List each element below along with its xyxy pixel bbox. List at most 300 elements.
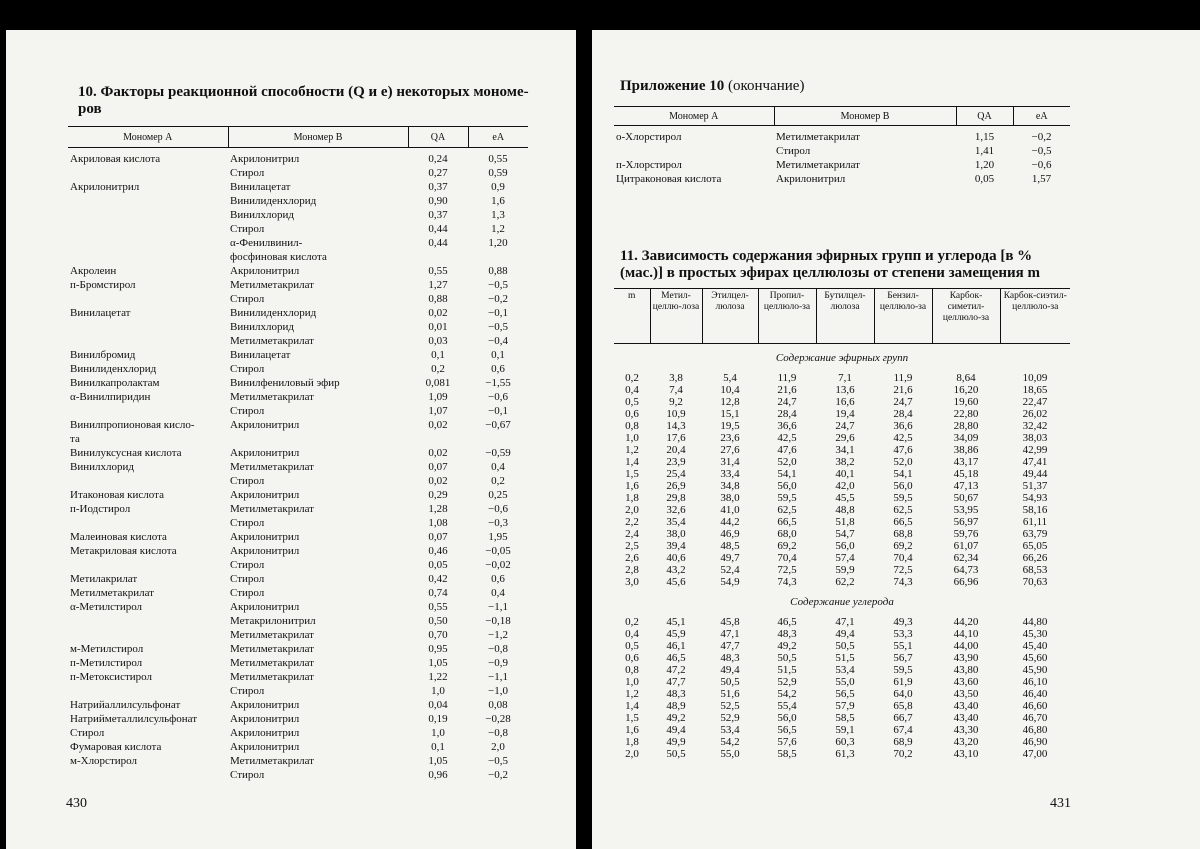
- t11-cell: 56,0: [777, 712, 797, 724]
- t10-cell: 0,90: [428, 195, 448, 207]
- t11-cell: 1,5: [625, 712, 639, 724]
- t11-cell: 59,5: [893, 664, 913, 676]
- t10-cell: 1,2: [491, 223, 505, 235]
- t11-cell: 13,6: [835, 384, 855, 396]
- t11-cell: 61,9: [893, 676, 913, 688]
- t11-cell: 31,4: [720, 456, 740, 468]
- t11-cell: 47,6: [777, 444, 797, 456]
- t11-cell: 45,9: [666, 628, 686, 640]
- t11-cell: 46,5: [777, 616, 797, 628]
- t10-cell: 0,55: [428, 265, 448, 277]
- t10-cell: 0,02: [428, 419, 448, 431]
- t10-cell: Акрилонитрил: [230, 153, 300, 165]
- t10-cell: 0,6: [491, 573, 505, 585]
- table-row: [68, 208, 528, 222]
- t10-cell: [228, 432, 408, 446]
- t11-cell: 45,6: [666, 576, 686, 588]
- t11-cell: 1,2: [625, 444, 639, 456]
- t11-cell: 11,9: [893, 372, 913, 384]
- t11-cell: 48,8: [835, 504, 855, 516]
- t10-cell: Стирол: [230, 559, 265, 571]
- t11-cell: 42,0: [835, 480, 855, 492]
- t11-cell: 46,60: [1022, 700, 1048, 712]
- book-gutter: [576, 0, 592, 849]
- t11-cell: 2,4: [625, 528, 639, 540]
- t10-cell: −0,67: [485, 419, 511, 431]
- table-row: [614, 172, 1070, 186]
- t10-cell: −1,1: [488, 601, 508, 613]
- t11-cell: 51,37: [1022, 480, 1048, 492]
- table-row: [614, 504, 1070, 516]
- table-10-continued: [614, 106, 1070, 186]
- t10-cell: 1,20: [488, 237, 508, 249]
- t11-cell: 57,6: [777, 736, 797, 748]
- t11-cell: 60,3: [835, 736, 855, 748]
- t10-cell: −0,4: [488, 335, 508, 347]
- t10-cell: Винилиденхлорид: [230, 307, 317, 319]
- t11-cell: 38,0: [720, 492, 740, 504]
- t11-cell: 0,2: [625, 372, 639, 384]
- table-row: [614, 576, 1070, 588]
- t10-cell: 1,0: [431, 685, 445, 697]
- t10-header-1: Мономер В: [228, 127, 408, 148]
- t11-cell: 34,8: [720, 480, 740, 492]
- t10-header-0: Мономер А: [68, 127, 228, 148]
- t11-cell: 56,0: [835, 540, 855, 552]
- t10-cell: 0,37: [428, 209, 448, 221]
- table-row: [68, 404, 528, 418]
- t10-cell: 0,46: [428, 545, 448, 557]
- t11-cell: 72,5: [893, 564, 913, 576]
- t10-cell: Метилметакрилат: [230, 503, 314, 515]
- t11-cell: 43,30: [953, 724, 979, 736]
- t10-cell: Метилметакрилат: [230, 461, 314, 473]
- table-row: [68, 460, 528, 474]
- table-row: [68, 726, 528, 740]
- t10-cell: [68, 684, 228, 698]
- t11-cell: 2,6: [625, 552, 639, 564]
- t10-cell: 0,24: [428, 153, 448, 165]
- table-row: [68, 194, 528, 208]
- t11-cell: 1,5: [625, 468, 639, 480]
- t11-cell: 2,8: [625, 564, 639, 576]
- t11-cell: 8,64: [956, 372, 976, 384]
- t10-cell: Винилфениловый эфир: [230, 377, 340, 389]
- t10-cell: −0,28: [485, 713, 511, 725]
- page-number-left: 430: [66, 796, 87, 811]
- t11-cell: 42,99: [1022, 444, 1048, 456]
- t10-cell: 2,0: [491, 741, 505, 753]
- t11-cell: 24,7: [777, 396, 797, 408]
- section-ether-groups-label: Содержание эфирных групп: [775, 352, 909, 364]
- t11-cell: 27,6: [720, 444, 740, 456]
- t11-cell: 10,09: [1022, 372, 1048, 384]
- t11-cell: 0,8: [625, 664, 639, 676]
- t11-cell: 45,1: [666, 616, 686, 628]
- t11-cell: 62,2: [835, 576, 855, 588]
- t11-cell: 0,5: [625, 640, 639, 652]
- t11-cell: 54,2: [720, 736, 740, 748]
- t10-cell: Акрилонитрил: [230, 699, 300, 711]
- t11-cell: 49,3: [893, 616, 913, 628]
- t11-cell: 62,34: [953, 552, 979, 564]
- t10-cell: 0,1: [431, 741, 445, 753]
- t11-cell: 51,5: [777, 664, 797, 676]
- table-row: [68, 474, 528, 488]
- table-row: [614, 552, 1070, 564]
- t10-cell: Стирол: [230, 475, 265, 487]
- t11-cell: 49,2: [777, 640, 797, 652]
- t11-cell: 54,1: [893, 468, 913, 480]
- t10b-cell: Цитраконовая кислота: [616, 173, 722, 185]
- t11-cell: 49,2: [666, 712, 686, 724]
- table-row: [614, 724, 1070, 736]
- t10-cell: Винилхлорид: [230, 321, 294, 333]
- t11-cell: 43,10: [953, 748, 979, 760]
- t11-cell: 68,9: [893, 736, 913, 748]
- t10-cell: Винилпропионовая кисло-: [70, 419, 195, 431]
- t11-cell: 50,5: [777, 652, 797, 664]
- t11-cell: 49,44: [1022, 468, 1048, 480]
- table-row: [614, 652, 1070, 664]
- table-row: [614, 616, 1070, 628]
- t10b-cell: −0,2: [1031, 131, 1052, 143]
- table-row: [68, 362, 528, 376]
- t11-cell: 43,17: [953, 456, 979, 468]
- t10-cell: Метилметакрилат: [230, 755, 314, 767]
- t10-cell: Акрилонитрил: [70, 181, 140, 193]
- t10-cell: Стирол: [230, 363, 265, 375]
- table-row: [614, 432, 1070, 444]
- t10-cell: Метилметакрилат: [70, 587, 154, 599]
- t11-cell: 58,5: [835, 712, 855, 724]
- t11-cell: 22,47: [1022, 396, 1048, 408]
- t11-cell: 66,5: [777, 516, 797, 528]
- t10-cell: Метилметакрилат: [230, 629, 314, 641]
- t11-cell: 47,1: [720, 628, 740, 640]
- table-row: [614, 688, 1070, 700]
- table-row: [68, 264, 528, 278]
- t10-cell: [68, 614, 228, 628]
- t10-cell: −0,1: [488, 307, 508, 319]
- table-row: [68, 446, 528, 460]
- section-ether-groups: [614, 344, 1070, 373]
- t10-cell: 0,59: [488, 167, 508, 179]
- t11-cell: 48,3: [777, 628, 797, 640]
- t11-cell: 51,8: [835, 516, 855, 528]
- t10b-header-2: QA: [956, 107, 1013, 126]
- t10-cell: α-Фенилвинил-: [230, 237, 303, 249]
- t11-cell: 46,9: [720, 528, 740, 540]
- t10-cell: −0,2: [488, 293, 508, 305]
- t11-cell: 74,3: [777, 576, 797, 588]
- appendix-10-caption: [620, 78, 804, 95]
- t11-cell: 28,80: [953, 420, 979, 432]
- t10-cell: −0,5: [488, 755, 508, 767]
- t11-cell: 11,9: [777, 372, 797, 384]
- t11-cell: 40,6: [666, 552, 686, 564]
- t10-cell: Фумаровая кислота: [70, 741, 162, 753]
- t11-cell: 42,5: [777, 432, 797, 444]
- table-row: [614, 700, 1070, 712]
- t11-cell: 3,0: [625, 576, 639, 588]
- table-row: [614, 640, 1070, 652]
- table-row: [68, 390, 528, 404]
- t11-cell: 62,5: [777, 504, 797, 516]
- t11-cell: 61,07: [953, 540, 979, 552]
- t11-cell: 57,4: [835, 552, 855, 564]
- t11-header-3: Пропил-целлюло-за: [758, 289, 816, 344]
- t11-cell: 55,0: [835, 676, 855, 688]
- t11-cell: 32,42: [1022, 420, 1048, 432]
- t11-cell: 32,6: [666, 504, 686, 516]
- t11-cell: 47,13: [953, 480, 979, 492]
- t10-cell: [68, 320, 228, 334]
- t11-cell: 10,9: [666, 408, 686, 420]
- t11-cell: 17,6: [666, 432, 686, 444]
- t10-cell: 0,55: [488, 153, 508, 165]
- appendix-10-caption-normal: (окончание): [724, 78, 805, 94]
- t10-cell: Стирол: [230, 587, 265, 599]
- t10-cell: Акрилонитрил: [230, 601, 300, 613]
- t11-cell: 14,3: [666, 420, 686, 432]
- t11-cell: 66,26: [1022, 552, 1048, 564]
- table-row: [614, 528, 1070, 540]
- t11-header-6: Карбок-симетил-целлюло-за: [932, 289, 1000, 344]
- t11-cell: 49,4: [720, 664, 740, 676]
- t10-header-3: eA: [468, 127, 528, 148]
- table-row: [68, 222, 528, 236]
- t10-cell: [68, 236, 228, 250]
- t11-cell: 59,76: [953, 528, 979, 540]
- t10b-cell: −0,5: [1031, 145, 1052, 157]
- t10-cell: −0,5: [488, 279, 508, 291]
- t11-cell: 41,0: [720, 504, 740, 516]
- t11-cell: 48,3: [720, 652, 740, 664]
- t11-cell: 69,2: [893, 540, 913, 552]
- t10-cell: 0,55: [428, 601, 448, 613]
- t11-header-5: Бензил-целлюло-за: [874, 289, 932, 344]
- table-row: [614, 372, 1070, 384]
- table-row: [68, 740, 528, 754]
- table-row: [614, 712, 1070, 724]
- t11-cell: 24,7: [835, 420, 855, 432]
- t10-cell: 0,02: [428, 307, 448, 319]
- table-row: [68, 768, 528, 782]
- t11-cell: 1,8: [625, 736, 639, 748]
- t11-cell: 59,1: [835, 724, 855, 736]
- t10-cell: Акрилонитрил: [230, 713, 300, 725]
- t10-cell: −1,2: [488, 629, 508, 641]
- t11-cell: 62,5: [893, 504, 913, 516]
- t10-cell: 1,6: [491, 195, 505, 207]
- t11-cell: 16,20: [953, 384, 979, 396]
- t10-cell: Винилхлорид: [230, 209, 294, 221]
- t11-cell: 50,5: [666, 748, 686, 760]
- table-row: [68, 306, 528, 320]
- t10-cell: [68, 474, 228, 488]
- t11-cell: 9,2: [669, 396, 683, 408]
- t11-cell: 52,5: [720, 700, 740, 712]
- table-row: [68, 502, 528, 516]
- page-number-right: 431: [1050, 796, 1071, 811]
- t11-cell: 52,9: [720, 712, 740, 724]
- t10-cell: Стирол: [230, 573, 265, 585]
- t11-cell: 0,4: [625, 384, 639, 396]
- t10-cell: 0,95: [428, 643, 448, 655]
- t10-cell: −0,05: [485, 545, 511, 557]
- t11-cell: 38,0: [666, 528, 686, 540]
- t10-cell: 1,3: [491, 209, 505, 221]
- t10-cell: Метилметакрилат: [230, 643, 314, 655]
- t11-cell: 39,4: [666, 540, 686, 552]
- t10-cell: Метилметакрилат: [230, 335, 314, 347]
- t10-cell: 0,44: [428, 223, 448, 235]
- t11-cell: 70,4: [777, 552, 797, 564]
- t11-cell: 44,10: [953, 628, 979, 640]
- t11-cell: 19,5: [720, 420, 740, 432]
- t10-cell: [408, 250, 468, 264]
- table-row: [68, 292, 528, 306]
- t10-cell: Винилиденхлорид: [70, 363, 157, 375]
- t11-cell: 48,9: [666, 700, 686, 712]
- t10-cell: Малеиновая кислота: [70, 531, 167, 543]
- t11-cell: 56,7: [893, 652, 913, 664]
- t11-cell: 45,60: [1022, 652, 1048, 664]
- table-row: [68, 180, 528, 194]
- t11-cell: 49,4: [835, 628, 855, 640]
- t10-cell: 0,9: [491, 181, 505, 193]
- t11-cell: 7,4: [669, 384, 683, 396]
- t10-cell: 0,37: [428, 181, 448, 193]
- t10-cell: 1,95: [488, 531, 508, 543]
- t11-cell: 54,9: [720, 576, 740, 588]
- t10-cell: Винилацетат: [70, 307, 131, 319]
- t10-cell: Метакрилонитрил: [230, 615, 316, 627]
- t10b-cell: [614, 144, 774, 158]
- t10-cell: [408, 432, 468, 446]
- table-row: [68, 572, 528, 586]
- t10-cell: Стирол: [230, 517, 265, 529]
- t11-cell: 70,63: [1022, 576, 1048, 588]
- t11-cell: 55,4: [777, 700, 797, 712]
- t11-cell: 55,1: [893, 640, 913, 652]
- t10b-cell: Метилметакрилат: [776, 159, 860, 171]
- t10b-cell: 0,05: [974, 173, 995, 185]
- t11-cell: 52,0: [777, 456, 797, 468]
- t10-cell: 1,05: [428, 657, 448, 669]
- table-row: [68, 236, 528, 250]
- t10-cell: Винилхлорид: [70, 461, 134, 473]
- t10-cell: Метилметакрилат: [230, 391, 314, 403]
- t11-header-2: Этилцел-люлоза: [702, 289, 758, 344]
- t10-cell: п-Метилстирол: [70, 657, 143, 669]
- t10-cell: [68, 628, 228, 642]
- table-row: [614, 736, 1070, 748]
- t11-cell: 59,9: [835, 564, 855, 576]
- t11-cell: 56,0: [777, 480, 797, 492]
- t11-cell: 43,40: [953, 700, 979, 712]
- table-row: [68, 642, 528, 656]
- t10-cell: Винилбромид: [70, 349, 136, 361]
- t10b-cell: −0,6: [1031, 159, 1052, 171]
- table-row: [68, 334, 528, 348]
- table-row: [68, 148, 528, 167]
- t11-cell: 68,53: [1022, 564, 1048, 576]
- t10-cell: Винилиденхлорид: [230, 195, 317, 207]
- t11-cell: 45,18: [953, 468, 979, 480]
- t11-cell: 28,4: [777, 408, 797, 420]
- table-row: [614, 144, 1070, 158]
- t11-cell: 36,6: [893, 420, 913, 432]
- t10-cell: −1,1: [488, 671, 508, 683]
- t10-cell: 0,02: [428, 475, 448, 487]
- t11-cell: 53,95: [953, 504, 979, 516]
- appendix-10-caption-bold: Приложение 10: [620, 78, 725, 94]
- t11-cell: 56,0: [893, 480, 913, 492]
- t10-cell: −1,55: [485, 377, 511, 389]
- t11-cell: 0,6: [625, 652, 639, 664]
- t10-cell: 1,28: [428, 503, 448, 515]
- table-row: [68, 376, 528, 390]
- t10-cell: 0,2: [491, 475, 505, 487]
- t11-cell: 46,80: [1022, 724, 1048, 736]
- t11-cell: 1,8: [625, 492, 639, 504]
- t10-cell: Натрийаллилсульфонат: [70, 699, 181, 711]
- t11-cell: 0,8: [625, 420, 639, 432]
- t10b-cell: п-Хлорстирол: [616, 159, 682, 171]
- t11-cell: 44,00: [953, 640, 979, 652]
- t10b-cell: 1,15: [974, 131, 995, 143]
- right-page: [592, 30, 1200, 849]
- t11-cell: 54,2: [777, 688, 797, 700]
- t10-cell: Метакриловая кислота: [70, 545, 177, 557]
- t10-cell: Стирол: [230, 769, 265, 781]
- table-row: [614, 468, 1070, 480]
- t11-cell: 46,1: [666, 640, 686, 652]
- table-row: [614, 676, 1070, 688]
- t10b-cell: 1,20: [974, 159, 995, 171]
- t11-cell: 10,4: [720, 384, 740, 396]
- t10-cell: 1,05: [428, 755, 448, 767]
- t10-cell: [68, 768, 228, 782]
- t11-cell: 47,2: [666, 664, 686, 676]
- t10-cell: Винилуксусная кислота: [70, 447, 182, 459]
- table-row: [68, 684, 528, 698]
- t11-cell: 19,60: [953, 396, 979, 408]
- t10-cell: −0,5: [488, 321, 508, 333]
- t11-cell: 65,05: [1022, 540, 1048, 552]
- t11-header-1: Метил-целлю-лоза: [650, 289, 702, 344]
- table-row: [614, 396, 1070, 408]
- t10-cell: Натрийметаллилсульфонат: [70, 713, 198, 725]
- t11-cell: 15,1: [720, 408, 740, 420]
- t10-cell: 0,88: [488, 265, 508, 277]
- t11-cell: 46,70: [1022, 712, 1048, 724]
- t11-cell: 67,4: [893, 724, 913, 736]
- t10-cell: −0,9: [488, 657, 508, 669]
- t10b-header-3: eA: [1013, 107, 1070, 126]
- t11-cell: 5,4: [723, 372, 737, 384]
- t11-cell: 20,4: [666, 444, 686, 456]
- t10-cell: [68, 558, 228, 572]
- t10-cell: Акрилонитрил: [230, 489, 300, 501]
- t10-cell: [68, 334, 228, 348]
- t10-cell: 0,1: [431, 349, 445, 361]
- t11-cell: 51,5: [835, 652, 855, 664]
- t11-cell: 52,0: [893, 456, 913, 468]
- left-page: [6, 30, 576, 849]
